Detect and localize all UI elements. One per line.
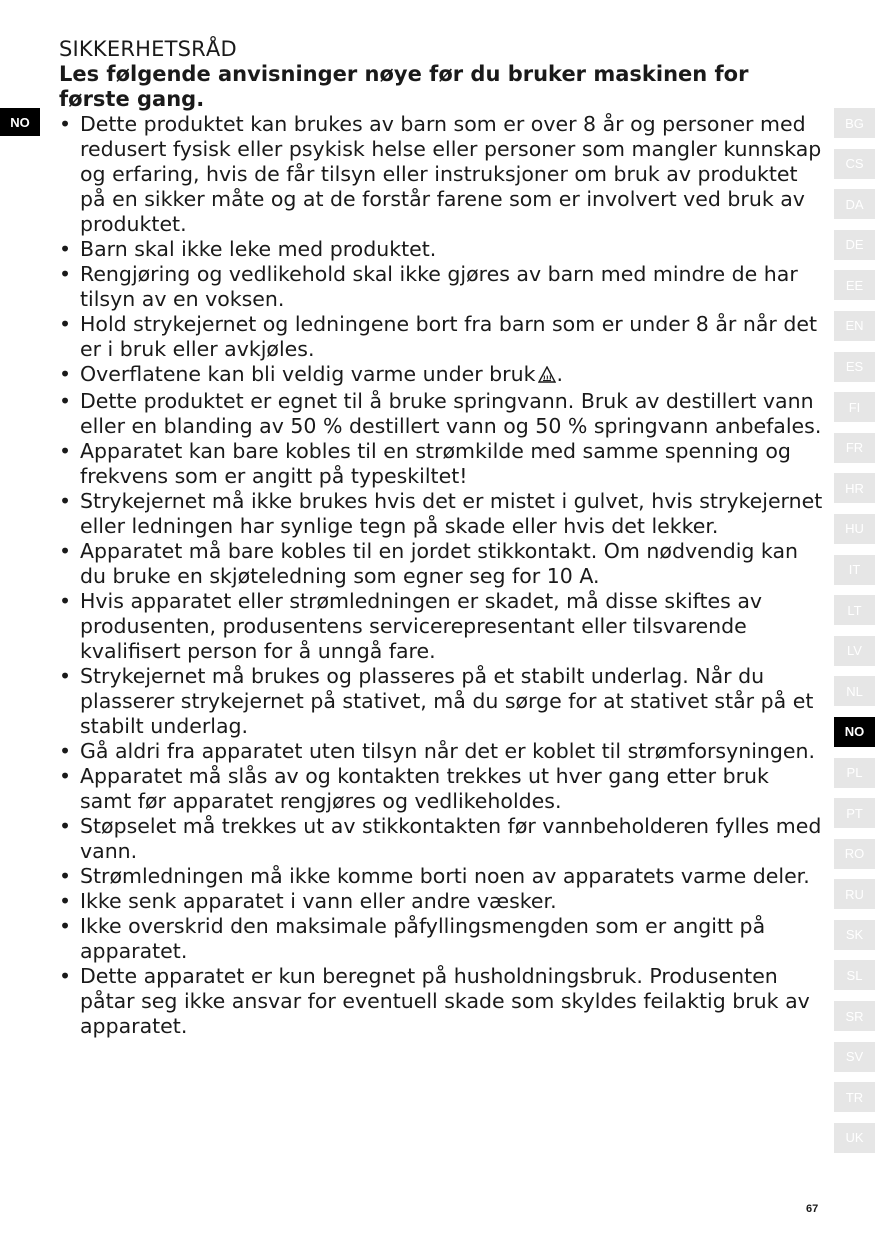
language-tab-es: ES — [834, 352, 875, 382]
intro-text: Les følgende anvisninger nøye før du bruker maskinen for første gang. — [59, 62, 749, 111]
list-item-suffix: . — [556, 362, 563, 386]
language-tab-cs: CS — [834, 149, 875, 179]
language-tab-ro: RO — [834, 839, 875, 869]
bullet: • — [59, 112, 72, 136]
list-item — [59, 262, 824, 312]
list-item — [59, 914, 824, 964]
language-tab-tr: TR — [834, 1082, 875, 1112]
language-tab-bg: BG — [834, 108, 875, 138]
bullet: • — [59, 262, 72, 286]
list-item-text: Overflatene kan bli veldig varme under bruk — [80, 362, 536, 386]
list-item-text: Strykejernet må ikke brukes hvis det er mistet i gulvet, hvis strykejernet eller ledningen har synlige tegn på skade eller hvis det lekker. — [80, 489, 823, 538]
list-item — [59, 964, 824, 1039]
bullet: • — [59, 864, 72, 888]
language-tab-lv: LV — [834, 636, 875, 666]
list-item — [59, 739, 824, 764]
list-item-text: Ikke senk apparatet i vann eller andre væsker. — [80, 889, 557, 913]
list-item — [59, 864, 824, 889]
hot-surface-warning-icon — [538, 364, 556, 389]
bullet: • — [59, 814, 72, 838]
list-item-text: Dette produktet er egnet til å bruke springvann. Bruk av destillert vann eller en blanding av 50 % destillert vann og 50 % springvann anbefales. — [80, 389, 822, 438]
list-item-text: Apparatet må slås av og kontakten trekkes ut hver gang etter bruk samt før apparatet rengjøres og vedlikeholdes. — [80, 764, 769, 813]
language-tab-nl: NL — [834, 676, 875, 706]
list-item-text: Apparatet må bare kobles til en jordet stikkontakt. Om nødvendig kan du bruke en skjøteledning som egner seg for 10 A. — [80, 539, 799, 588]
section-heading: SIKKERHETSRÅD — [59, 37, 237, 61]
language-tab-fi: FI — [834, 392, 875, 422]
bullet: • — [59, 964, 72, 988]
list-item — [59, 439, 824, 489]
bullet: • — [59, 362, 72, 386]
bullet: • — [59, 914, 72, 938]
list-item — [59, 764, 824, 814]
list-item-text: Hvis apparatet eller strømledningen er skadet, må disse skiftes av produsenten, produsentens servicerepresentant eller tilsvarende kvalifisert person for å unngå fare. — [80, 589, 763, 663]
list-item — [59, 489, 824, 539]
bullet: • — [59, 237, 72, 261]
safety-instructions-list — [59, 112, 824, 1039]
bullet: • — [59, 589, 72, 613]
list-item-text: Støpselet må trekkes ut av stikkontakten før vannbeholderen fylles med vann. — [80, 814, 822, 863]
list-item-text: Gå aldri fra apparatet uten tilsyn når det er koblet til strømforsyningen. — [80, 739, 816, 763]
bullet: • — [59, 489, 72, 513]
bullet: • — [59, 739, 72, 763]
language-tab-uk: UK — [834, 1123, 875, 1153]
language-tab-en: EN — [834, 311, 875, 341]
language-tab-pt: PT — [834, 798, 875, 828]
page-number: 67 — [806, 1203, 819, 1215]
language-tab-fr: FR — [834, 433, 875, 463]
list-item-text: Rengjøring og vedlikehold skal ikke gjøres av barn med mindre de har tilsyn av en voksen. — [80, 262, 798, 311]
language-tab-hu: HU — [834, 514, 875, 544]
list-item-text: Dette produktet kan brukes av barn som er over 8 år og personer med redusert fysisk eller psykisk helse eller personer som mangler kunnskap og erfaring, hvis de får tilsyn eller instruksjoner om bruk av produktet på en sikker måte og at de forstår farene som er involvert ved bruk av produktet. — [80, 112, 822, 236]
list-item-text: Ikke overskrid den maksimale påfyllingsmengden som er angitt på apparatet. — [80, 914, 766, 963]
bullet: • — [59, 312, 72, 336]
bullet: • — [59, 539, 72, 563]
language-tab-sk: SK — [834, 920, 875, 950]
language-tab-sl: SL — [834, 960, 875, 990]
language-tab-da: DA — [834, 189, 875, 219]
list-item-text: Hold strykejernet og ledningene bort fra barn som er under 8 år når det er i bruk eller avkjøles. — [80, 312, 818, 361]
list-item — [59, 312, 824, 362]
list-item-text: Apparatet kan bare kobles til en strømkilde med samme spenning og frekvens som er angitt på typeskiltet! — [80, 439, 791, 488]
language-tab-ee: EE — [834, 270, 875, 300]
list-item — [59, 664, 824, 739]
list-item — [59, 814, 824, 864]
list-item — [59, 539, 824, 589]
safety-section — [59, 36, 824, 1039]
list-item — [59, 362, 824, 389]
language-tab-de: DE — [834, 230, 875, 260]
list-item-text: Strykejernet må brukes og plasseres på et stabilt underlag. Når du plasserer strykejernet på stativet, må du sørge for at stativet står på et stabilt underlag. — [80, 664, 814, 738]
language-tab-hr: HR — [834, 473, 875, 503]
bullet: • — [59, 764, 72, 788]
list-item-text: Strømledningen må ikke komme borti noen av apparatets varme deler. — [80, 864, 810, 888]
language-tab-no: NO — [834, 717, 875, 747]
list-item — [59, 889, 824, 914]
list-item-text: Dette apparatet er kun beregnet på husholdningsbruk. Produsenten påtar seg ikke ansvar for eventuell skade som skyldes feilaktig bruk av apparatet. — [80, 964, 810, 1038]
bullet: • — [59, 889, 72, 913]
list-item — [59, 237, 824, 262]
language-tab-ru: RU — [834, 879, 875, 909]
language-tab-it: IT — [834, 555, 875, 585]
bullet: • — [59, 389, 72, 413]
page-language-marker: NO — [0, 108, 40, 136]
language-tab-sr: SR — [834, 1001, 875, 1031]
language-tab-sv: SV — [834, 1042, 875, 1072]
bullet: • — [59, 664, 72, 688]
list-item-text: Barn skal ikke leke med produktet. — [80, 237, 437, 261]
language-tab-pl: PL — [834, 758, 875, 788]
list-item — [59, 112, 824, 237]
language-tab-lt: LT — [834, 595, 875, 625]
bullet: • — [59, 439, 72, 463]
list-item — [59, 389, 824, 439]
list-item — [59, 589, 824, 664]
language-tabs — [834, 108, 875, 1163]
